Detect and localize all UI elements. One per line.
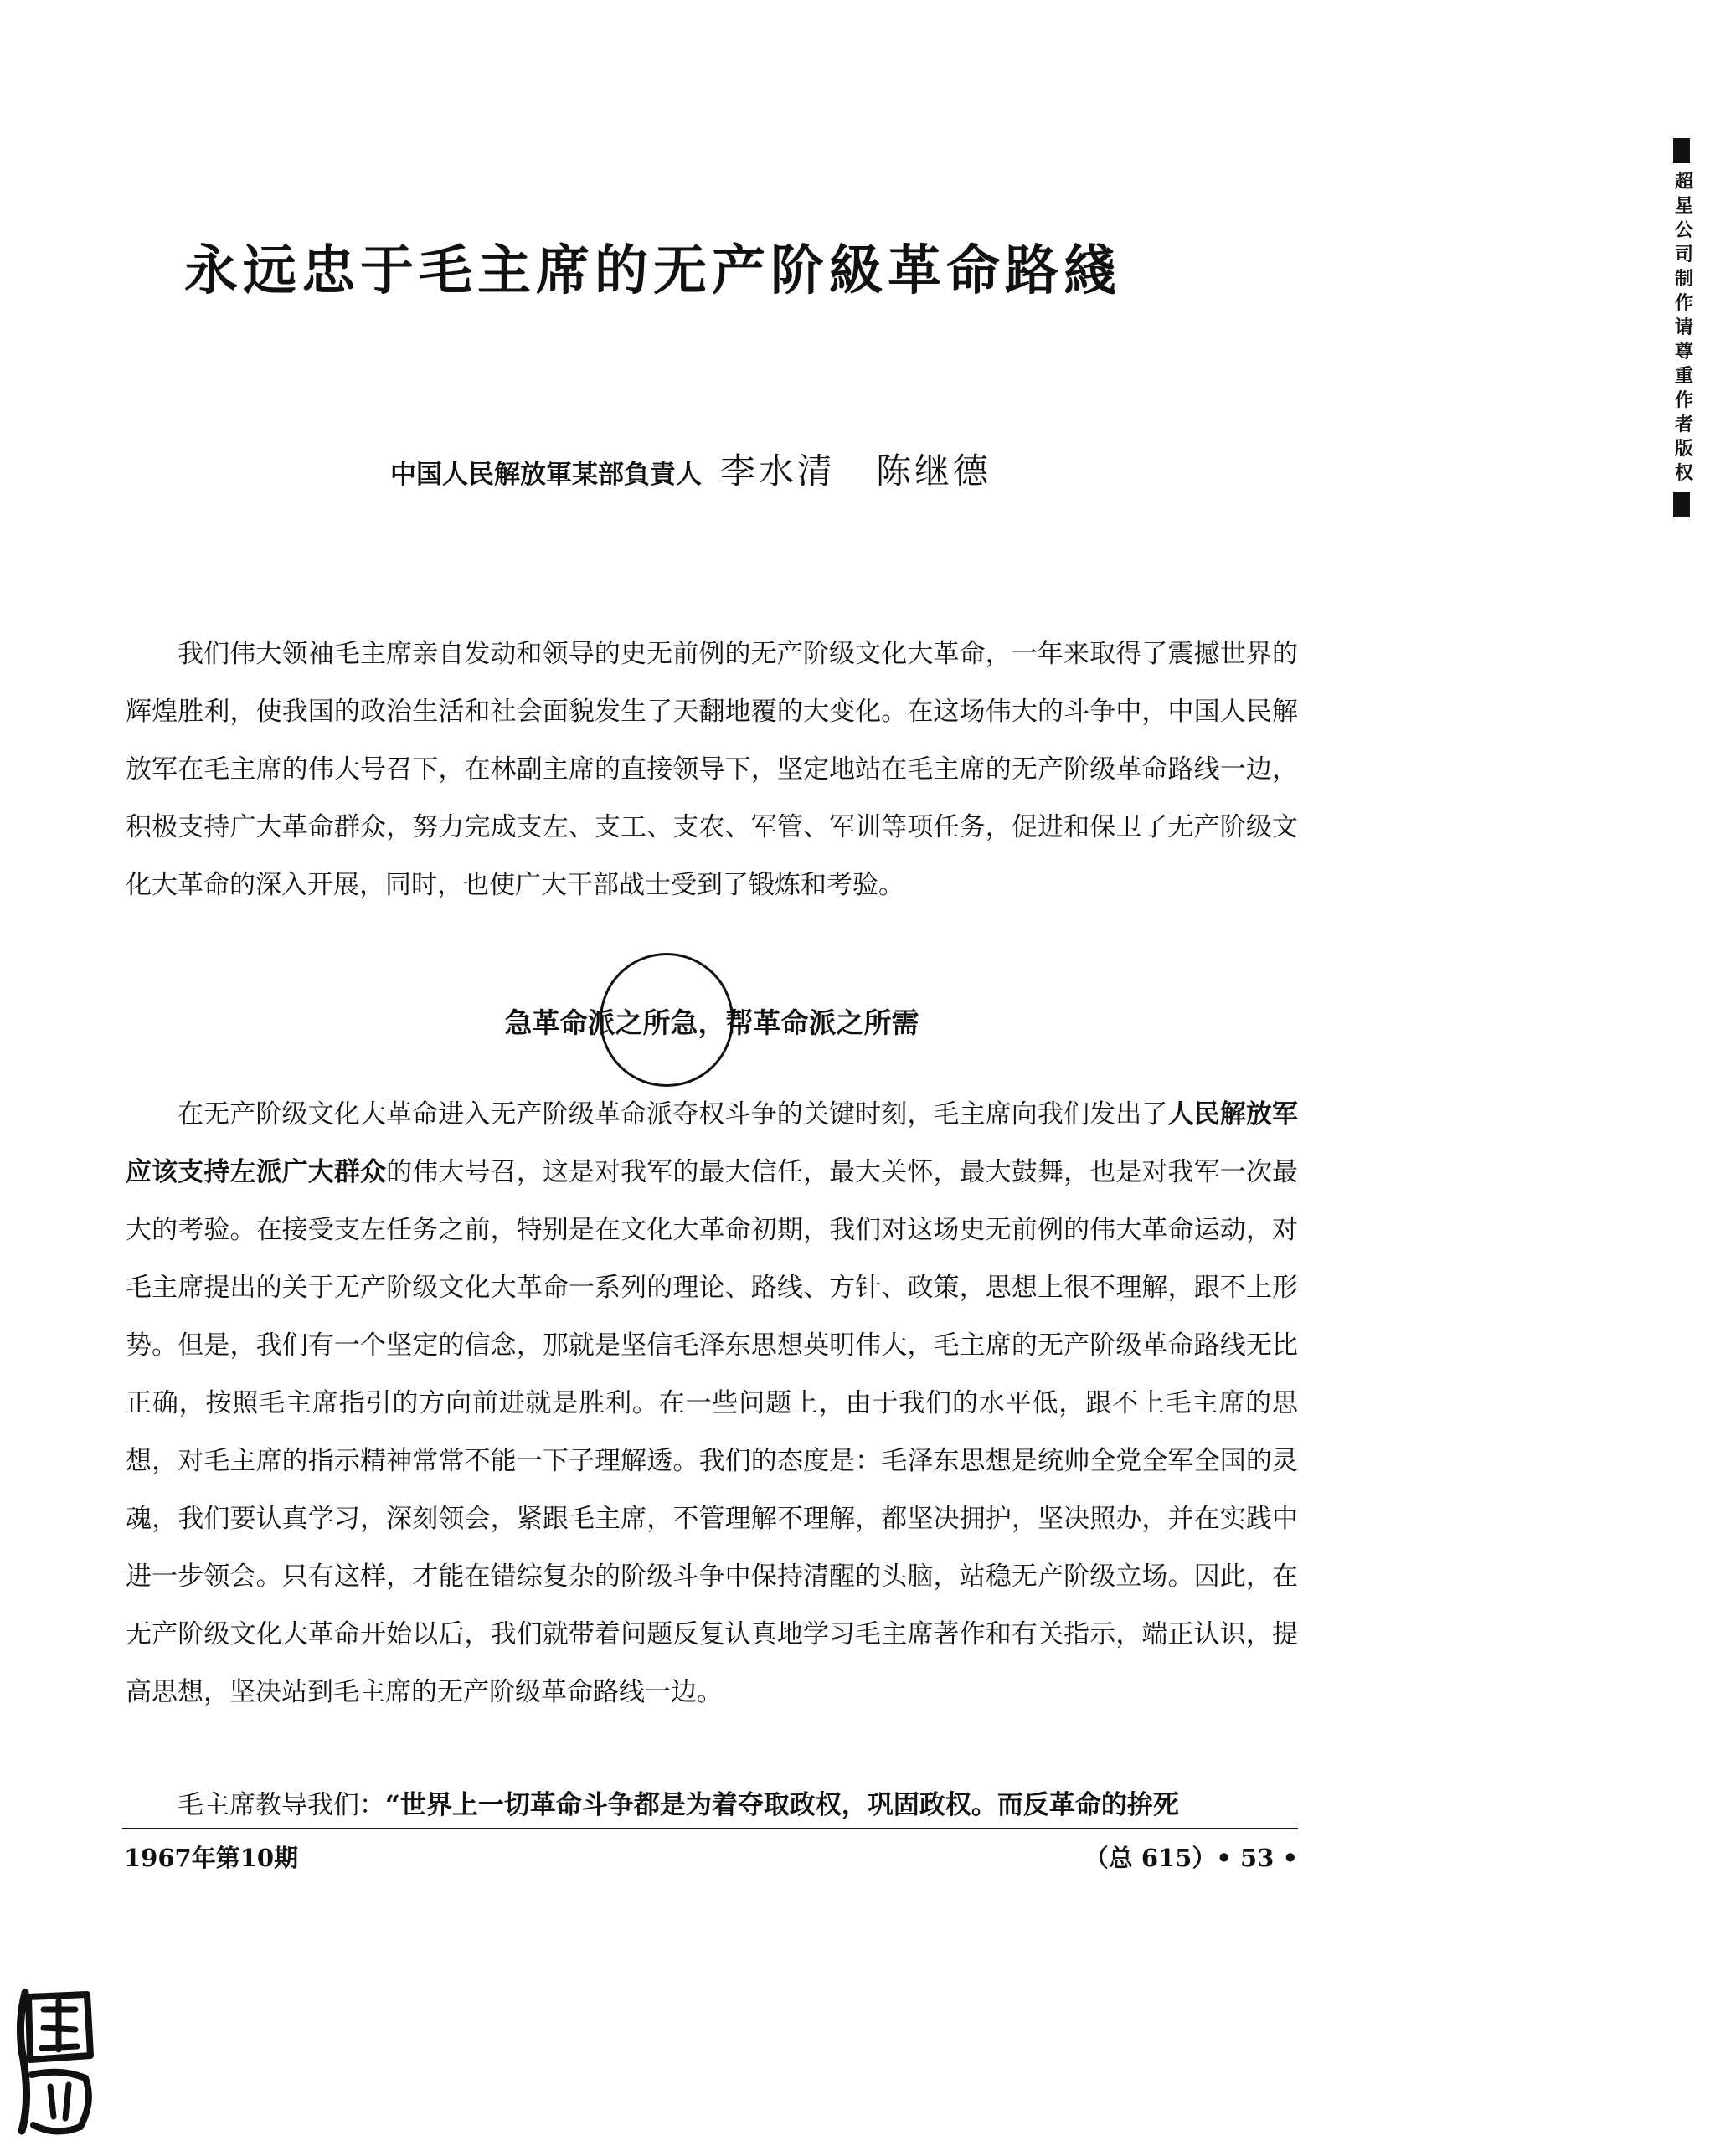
body-paragraph: [126, 1777, 1298, 1834]
paragraph-text: 毛主席教导我们：: [178, 1790, 385, 1820]
side-watermark-text: 超星公司制作请尊重作者版权: [1674, 171, 1693, 484]
paragraph-text: 的伟大号召，这是对我军的最大信任，最大关怀，最大鼓舞，也是对我军一次最大的考验。在接受支左任务之前，特别是在文化大革命初期，我们对这场史无前例的伟大革命运动，对毛主席提出的关于无产阶级文化大革命一系列的理论、路线、方针、政策，思想上很不理解，跟不上形势。但是，我们有一个坚定的信念，那就是坚信毛泽东思想英明伟大，毛主席的无产阶级革命路线无比正确，按照毛主席指引的方向前进就是胜利。在一些问题上，由于我们的水平低，跟不上毛主席的思想，对毛主席的指示精神常常不能一下子理解透。我们的态度是：毛泽东思想是统帅全党全军全国的灵魂，我们要认真学习，深刻领会，紧跟毛主席，不管理解不理解，都坚决拥护，坚决照办，并在实践中进一步领会。只有这样，才能在错综复杂的阶级斗争中保持清醒的头脑，站稳无产阶级立场。因此，在无产阶级文化大革命开始以后，我们就带着问题反复认真地学习毛主席著作和有关指示，端正认识，提高思想，坚决站到毛主席的无产阶级革命路线一边。: [126, 1157, 1299, 1707]
circle-annotation: [600, 953, 734, 1087]
article-title: 永远忠于毛主席的无产阶級革命路綫: [184, 239, 1122, 302]
seal-stamp: [10, 1976, 102, 2143]
paragraph-text: 在无产阶级文化大革命进入无产阶级革命派夺权斗争的关键时刻，毛主席向我们发出了: [178, 1099, 1168, 1129]
body-paragraph: 我们伟大领袖毛主席亲自发动和领导的史无前例的无产阶级文化大革命，一年来取得了震撼世界的辉煌胜利，使我国的政治生活和社会面貌发生了天翻地覆的大变化。在这场伟大的斗争中，中国人民解放军在毛主席的伟大号召下，在林副主席的直接领导下，坚定地站在毛主席的无产阶级革命路线一边，积极支持广大革命群众，努力完成支左、支工、支农、军管、军训等项任务，促进和保卫了无产阶级文化大革命的深入开展，同时，也使广大干部战士受到了锻炼和考验。: [126, 639, 1298, 900]
side-bar-top: [1673, 138, 1690, 163]
page-number: （总 615）• 53 •: [1084, 1844, 1298, 1872]
footer-divider: [122, 1828, 1298, 1829]
section-heading: 急革命派之所急，帮革命派之所需: [504, 1006, 919, 1039]
byline: [390, 444, 991, 494]
issue-label: 1967年第10期: [124, 1844, 299, 1872]
body-paragraph: [126, 1086, 1298, 1721]
author-name: 李水清: [720, 450, 837, 491]
author-name: 陈继德: [876, 450, 992, 491]
side-bar-bottom: [1673, 492, 1690, 517]
author-organization: 中国人民解放軍某部負責人: [390, 460, 702, 490]
side-watermark: [1666, 138, 1702, 517]
emphasized-quote: 人民解放军应该支持左派广大群众: [126, 1099, 1299, 1187]
emphasized-quote: “世界上一切革命斗争都是为着夺取政权，巩固政权。而反革命的拚死: [385, 1790, 1179, 1820]
